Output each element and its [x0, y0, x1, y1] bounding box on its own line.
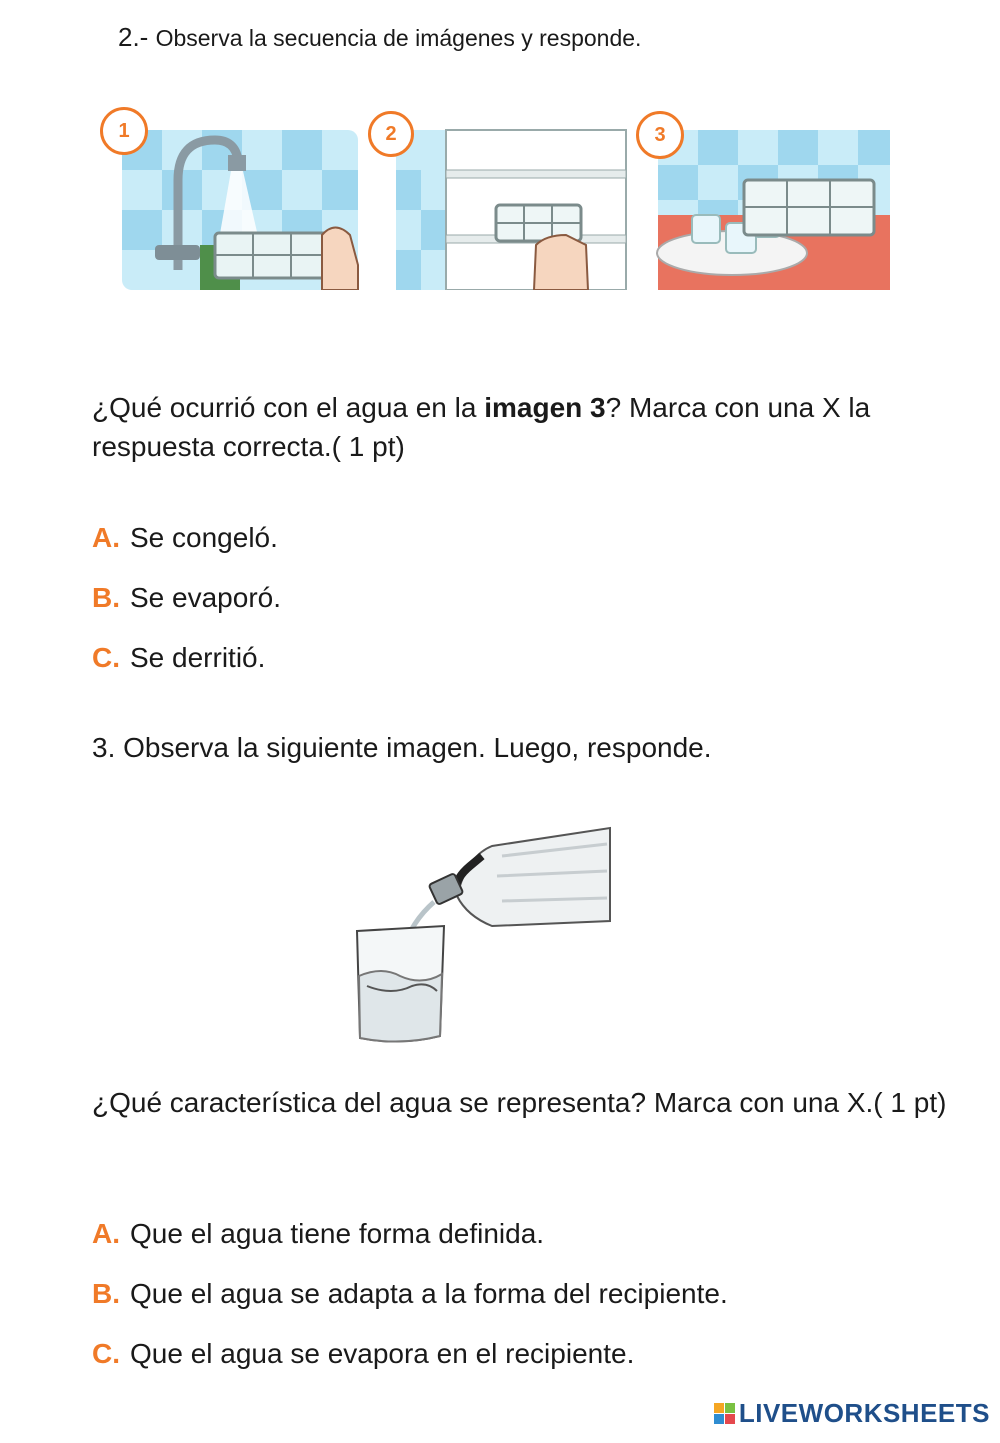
logo-grid-icon [714, 1403, 735, 1424]
q3-option-a[interactable] [92, 1218, 544, 1250]
step-badge-3: 3 [636, 111, 684, 159]
q2-question-post: ? Marca con una X la respuesta correcta.( 1 pt) [92, 392, 871, 462]
q2-option-b[interactable] [92, 582, 281, 614]
option-letter: C. [92, 1338, 120, 1369]
option-text: Que el agua tiene forma definida. [130, 1218, 545, 1249]
option-text: Que el agua se adapta a la forma del recipiente. [130, 1278, 728, 1309]
q2-question [92, 388, 972, 466]
option-letter: A. [92, 1218, 120, 1249]
sequence-image-2 [366, 95, 636, 290]
q2-title-text: Observa la secuencia de imágenes y responde. [155, 25, 642, 51]
step-badge-1: 1 [100, 107, 148, 155]
q3-title: 3. Observa la siguiente imagen. Luego, responde. [92, 732, 712, 763]
q2-question-bold: imagen 3 [484, 392, 606, 423]
q3-option-c[interactable] [92, 1338, 634, 1370]
q2-number: 2.- [118, 22, 149, 52]
option-letter: B. [92, 582, 120, 613]
q2-option-c[interactable] [92, 642, 265, 674]
q3-question: ¿Qué característica del agua se representa? Marca con una X.( 1 pt) [92, 1087, 947, 1118]
q2-option-a[interactable] [92, 522, 278, 554]
step-badge-2: 2 [368, 111, 414, 157]
pouring-water-image [352, 826, 614, 1048]
q3-option-b[interactable] [92, 1278, 728, 1310]
option-letter: B. [92, 1278, 120, 1309]
sequence-image-3 [634, 95, 896, 290]
q2-question-pre: ¿Qué ocurrió con el agua en la [92, 392, 485, 423]
liveworksheets-logo [714, 1398, 990, 1429]
option-text: Que el agua se evapora en el recipiente. [130, 1338, 635, 1369]
logo-text: LIVEWORKSHEETS [738, 1398, 990, 1428]
sequence-image-1 [100, 95, 360, 290]
option-letter: A. [92, 522, 120, 553]
option-text: Se evaporó. [130, 582, 281, 613]
q2-title [118, 22, 641, 53]
option-text: Se congeló. [130, 522, 278, 553]
option-text: Se derritió. [130, 642, 266, 673]
option-letter: C. [92, 642, 120, 673]
